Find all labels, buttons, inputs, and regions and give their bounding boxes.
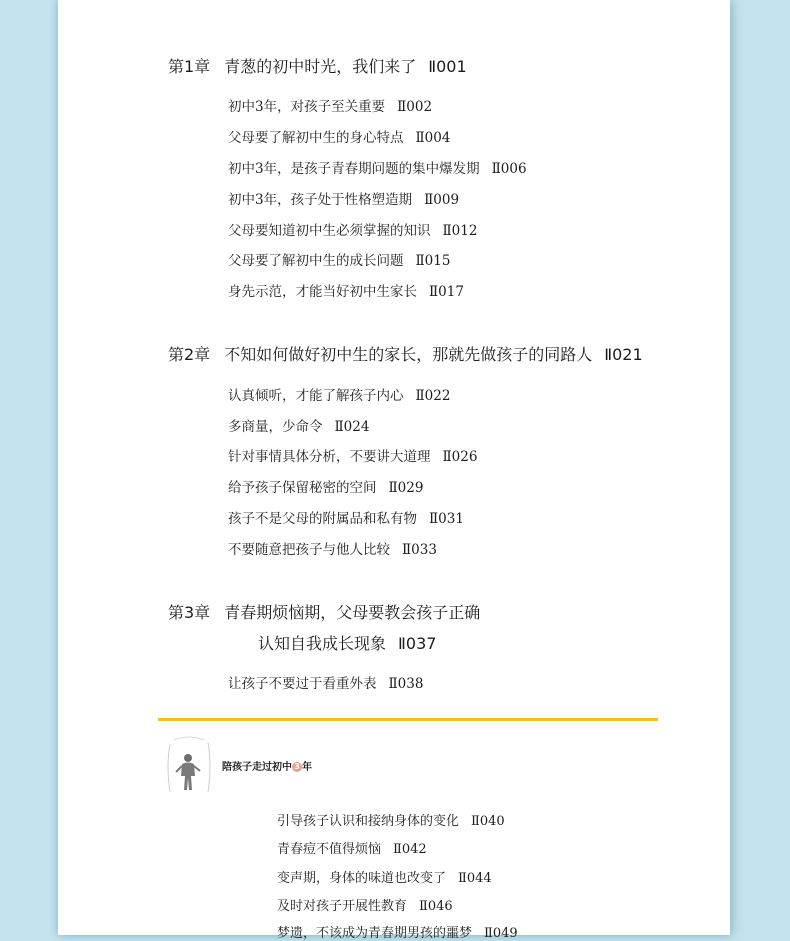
chapter-number: 第3章 bbox=[168, 603, 211, 622]
chapter-title: 不知如何做好初中生的家长，那就先做孩子的同路人 bbox=[224, 345, 593, 364]
book-page bbox=[58, 0, 730, 941]
entry-page: Ⅱ009 bbox=[424, 192, 460, 208]
entry-page: Ⅱ024 bbox=[334, 419, 370, 435]
chapter-title-line2: 认知自我成长现象 bbox=[258, 634, 387, 653]
entry-page: Ⅱ033 bbox=[402, 542, 437, 558]
entry-page: Ⅱ017 bbox=[429, 284, 464, 300]
entry-page: Ⅱ044 bbox=[458, 871, 492, 886]
entry-page: Ⅱ012 bbox=[442, 223, 478, 239]
entry-page: Ⅱ040 bbox=[471, 814, 505, 829]
entry-page: Ⅱ022 bbox=[415, 388, 451, 404]
toc-entry bbox=[228, 415, 369, 435]
child-silhouette-icon bbox=[164, 736, 214, 794]
entry-text: 父母要了解初中生的成长问题 bbox=[228, 253, 404, 269]
toc-entry bbox=[228, 126, 450, 146]
entry-page: Ⅱ029 bbox=[388, 480, 424, 496]
toc-entry bbox=[228, 672, 423, 692]
entry-text: 让孩子不要过于看重外表 bbox=[228, 676, 377, 692]
toc-entry bbox=[228, 538, 437, 558]
entry-text: 初中3年，对孩子至关重要 bbox=[228, 99, 386, 115]
toc-entry bbox=[228, 445, 477, 465]
entry-text: 父母要知道初中生必须掌握的知识 bbox=[228, 223, 431, 239]
entry-text: 认真倾听，才能了解孩子内心 bbox=[228, 388, 404, 404]
entry-page: Ⅱ026 bbox=[442, 449, 478, 465]
toc-entry bbox=[228, 384, 450, 404]
chapter-number: 第2章 bbox=[168, 345, 211, 364]
entry-page: Ⅱ004 bbox=[415, 130, 451, 146]
entry-page: Ⅱ002 bbox=[397, 99, 433, 115]
entry-text: 变声期，身体的味道也改变了 bbox=[277, 871, 447, 886]
running-header-title bbox=[222, 758, 312, 773]
entry-page: Ⅱ006 bbox=[491, 161, 527, 177]
entry-text: 青春痘不值得烦恼 bbox=[277, 842, 382, 857]
entry-text: 多商量，少命令 bbox=[228, 419, 323, 435]
chapter-number: 第1章 bbox=[168, 57, 211, 76]
entry-text: 针对事情具体分析，不要讲大道理 bbox=[228, 449, 431, 465]
entry-text: 身先示范，才能当好初中生家长 bbox=[228, 284, 417, 300]
entry-page: Ⅱ031 bbox=[429, 511, 464, 527]
toc-entry bbox=[228, 188, 459, 208]
toc-entry bbox=[228, 219, 477, 239]
chapter-title: 青葱的初中时光，我们来了 bbox=[224, 57, 417, 76]
entry-page: Ⅱ046 bbox=[419, 899, 453, 914]
chapter-page: Ⅱ037 bbox=[398, 634, 437, 653]
entry-text: 不要随意把孩子与他人比较 bbox=[228, 542, 390, 558]
toc-entry bbox=[228, 95, 432, 115]
header-suffix: 年 bbox=[302, 762, 312, 773]
entry-text: 梦遗，不该成为青春期男孩的噩梦 bbox=[277, 926, 473, 941]
chapter-page: Ⅱ021 bbox=[604, 345, 643, 364]
toc-entry bbox=[277, 810, 505, 829]
entry-page: Ⅱ038 bbox=[388, 676, 424, 692]
toc-entry bbox=[277, 922, 518, 941]
toc-entry bbox=[228, 280, 464, 300]
header-prefix: 陪孩子走过初中 bbox=[222, 762, 292, 773]
chapter-3-heading-line2 bbox=[258, 631, 436, 654]
toc-entry bbox=[228, 249, 450, 269]
entry-text: 及时对孩子开展性教育 bbox=[277, 899, 408, 914]
chapter-2-heading bbox=[168, 342, 643, 365]
entry-text: 孩子不是父母的附属品和私有物 bbox=[228, 511, 417, 527]
chapter-3-heading bbox=[168, 600, 480, 623]
chapter-page: Ⅱ001 bbox=[428, 57, 467, 76]
toc-entry bbox=[277, 867, 492, 886]
page-divider bbox=[158, 718, 658, 721]
entry-text: 初中3年，是孩子青春期问题的集中爆发期 bbox=[228, 161, 480, 177]
toc-entry bbox=[277, 838, 427, 857]
toc-entry bbox=[228, 157, 527, 177]
entry-text: 给予孩子保留秘密的空间 bbox=[228, 480, 377, 496]
chapter-title: 青春期烦恼期，父母要教会孩子正确 bbox=[224, 603, 481, 622]
toc-entry bbox=[228, 507, 464, 527]
header-circle-number: 3 bbox=[292, 762, 302, 772]
chapter-1-heading bbox=[168, 54, 467, 77]
entry-text: 初中3年，孩子处于性格塑造期 bbox=[228, 192, 413, 208]
next-page-header bbox=[164, 736, 464, 796]
toc-entry bbox=[228, 476, 423, 496]
entry-text: 父母要了解初中生的身心特点 bbox=[228, 130, 404, 146]
toc-entry bbox=[277, 895, 453, 914]
entry-text: 引导孩子认识和接纳身体的变化 bbox=[277, 814, 460, 829]
entry-page: Ⅱ049 bbox=[484, 926, 518, 941]
entry-page: Ⅱ042 bbox=[393, 842, 427, 857]
entry-page: Ⅱ015 bbox=[415, 253, 451, 269]
